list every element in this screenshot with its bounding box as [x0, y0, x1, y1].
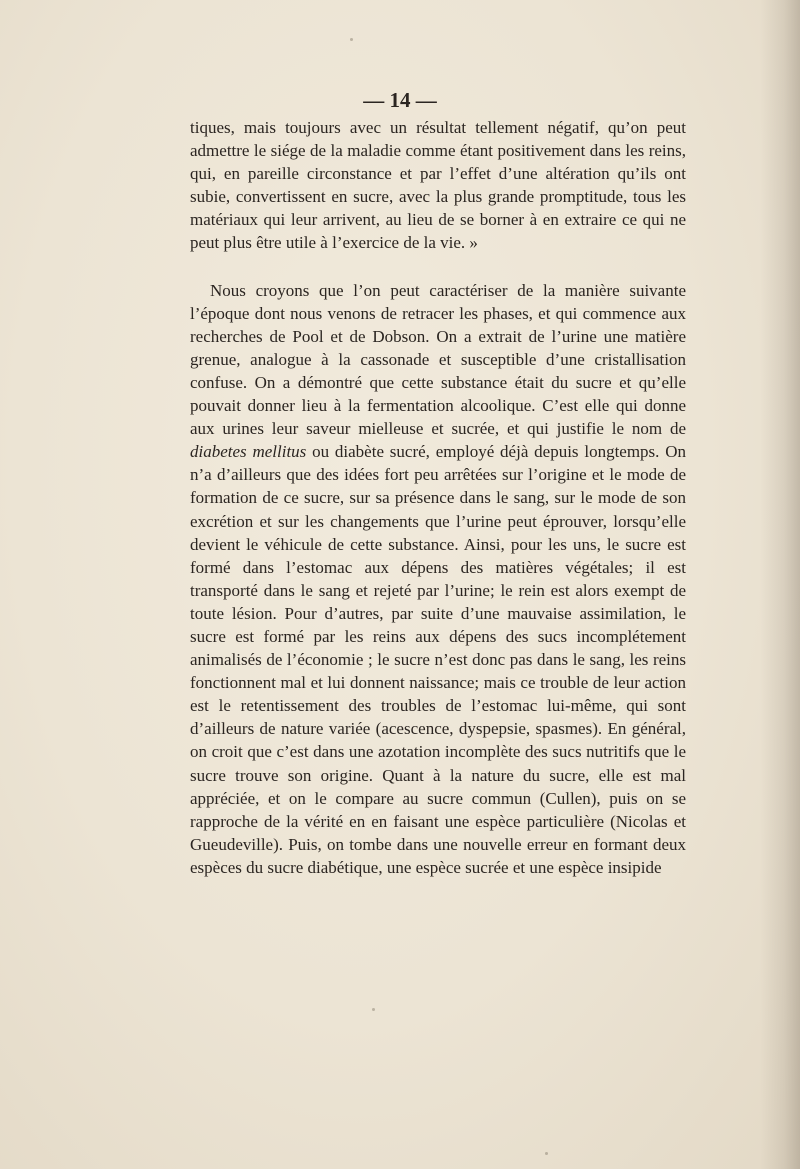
paragraph-2-text-end: ou diabète sucré, employé déjà depuis longtemps. On n’a d’ailleurs que des idées fort peu arrêtées sur l’origine et le mode de formation de ce sucre, sur sa présence dans le sang, sur le mode de son excrétion et sur les changements que l’urine peut éprouver, lorsqu’elle devient le véhicule de cette substance. Ainsi, pour les uns, le sucre est formé dans l’estomac aux dépens des matières végétales; il est transporté dans le sang et rejeté par l’urine; le rein est alors exempt de toute lésion. Pour d’autres, par suite d’une mauvaise assimilation, le sucre est formé par les reins aux dépens des sucs incomplétement animalisés de l’économie ; le sucre n’est donc pas dans le sang, les reins fonctionnent mal et lui donnent naissance; mais ce trouble de leur action est le retentissement des troubles de l’estomac lui-même, qui sont d’ailleurs de nature variée (acescence, dyspepsie, spasmes). En général, on croit que c’est dans une azotation incomplète des sucs nutritifs que le sucre trouve son origine. Quant à la nature du sucre, elle est mal appréciée, et on le compare au sucre commun (Cullen), puis on se rapproche de la vérité en en faisant une espèce particulière (Nicolas et Gueudeville). Puis, on tombe dans une nouvelle erreur en formant deux espèces du sucre diabétique, une espèce sucrée et une espèce insipide [190, 442, 687, 877]
paper-speck [372, 1008, 375, 1011]
body-text [190, 116, 686, 879]
paragraph-2-text-start: Nous croyons que l’on peut caractériser de la manière suivante l’époque dont nous venons de retracer les phases, et qui commence aux recherches de Pool et de Dobson. On a extrait de l’urine une matière grenue, analogue à la cassonade et susceptible d’une cristallisation confuse. On a démontré que cette substance était du sucre et qu’elle pouvait donner lieu à la fermentation alcoolique. C’est elle qui donne aux urines leur saveur mielleuse et sucrée, et qui justifie le nom de [190, 280, 686, 439]
paper-speck [545, 1152, 548, 1155]
page-number: — 14 — [363, 88, 437, 112]
paragraph-1: tiques, mais toujours avec un résultat tellement négatif, qu’on peut admettre le siége de la maladie comme étant positivement dans les reins, qui, en pareille circonstance et par l’effet d’une altération qu’ils ont subie, convertissent en sucre, avec la plus grande promptitude, tous les matériaux qui leur arrivent, au lieu de se borner à en extraire ce qui ne peut plus être utile à l’exercice de la vie. » [190, 118, 686, 253]
paragraph-2 [190, 279, 686, 879]
italic-term: diabetes mellitus [190, 442, 307, 462]
page-edge-shadow [760, 0, 800, 1169]
paper-speck [350, 38, 353, 41]
